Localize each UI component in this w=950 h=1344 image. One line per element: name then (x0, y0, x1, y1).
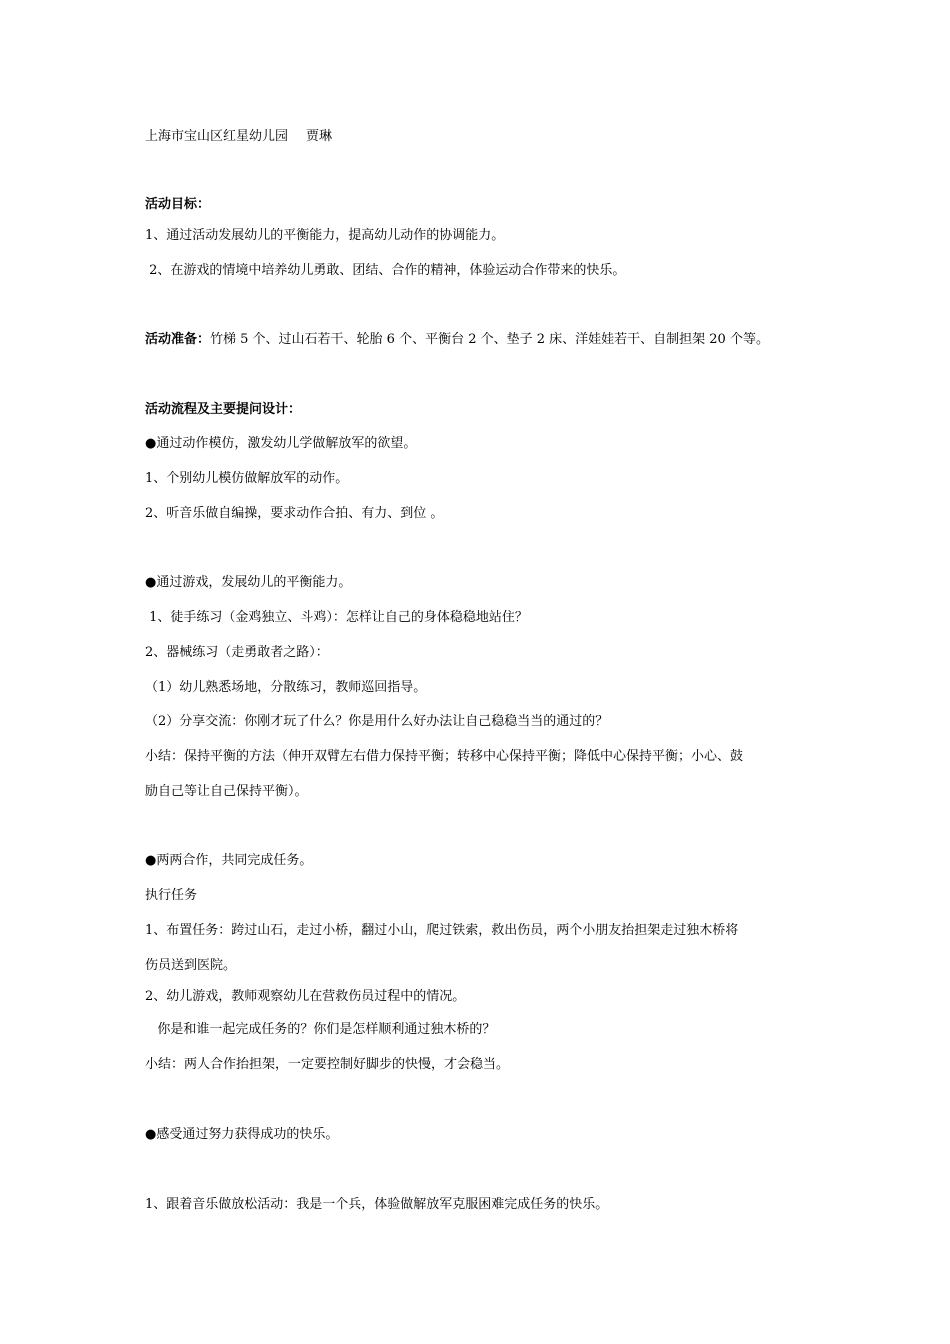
section-item: 2、听音乐做自编操，要求动作合拍、有力、到位 。 (145, 506, 444, 521)
section-item: （1）幼儿熟悉场地，分散练习，教师巡回指导。 (145, 680, 427, 695)
section-item: 2、器械练习（走勇敢者之路）： (145, 645, 329, 660)
section-item: 伤员送到医院。 (145, 958, 237, 973)
section-item: 2、幼儿游戏，教师观察幼儿在营救伤员过程中的情况。 (145, 989, 466, 1004)
goals-heading: 活动目标： (145, 197, 211, 212)
preparation-text: 竹梯 5 个、过山石若干、轮胎 6 个、平衡台 2 个、垫子 2 床、洋娃娃若干、自制担架 20 个等。 (210, 332, 769, 347)
section-item: 执行任务 (145, 888, 198, 903)
section-item: 1、跟着音乐做放松活动：我是一个兵，体验做解放军克服困难完成任务的快乐。 (145, 1197, 609, 1212)
section-title: ●通过游戏，发展幼儿的平衡能力。 (145, 575, 352, 590)
school-name: 上海市宝山区红星幼儿园 (145, 129, 289, 144)
section-item: 小结：保持平衡的方法（伸开双臂左右借力保持平衡；转移中心保持平衡；降低中心保持平衡；小心、鼓 (145, 749, 744, 764)
section-item: 励自己等让自己保持平衡）。 (145, 784, 308, 799)
author-line (145, 129, 332, 145)
preparation-heading: 活动准备： (145, 332, 211, 347)
section-item: （2）分享交流：你刚才玩了什么？你是用什么好办法让自己稳稳当当的通过的？ (145, 714, 609, 729)
author-name: 贾琳 (306, 129, 333, 144)
goal-item: 2、在游戏的情境中培养幼儿勇敢、团结、合作的精神，体验运动合作带来的快乐。 (145, 263, 626, 278)
section-title: ●两两合作，共同完成任务。 (145, 853, 313, 868)
section-title: ●通过动作模仿，激发幼儿学做解放军的欲望。 (145, 436, 417, 451)
section-item: 小结：两人合作抬担架，一定要控制好脚步的快慢，才会稳当。 (145, 1057, 510, 1072)
section-item: 1、徒手练习（金鸡独立、斗鸡）：怎样让自己的身体稳稳地站住？ (145, 610, 528, 625)
preparation-paragraph (145, 332, 769, 348)
section-title: ●感受通过努力获得成功的快乐。 (145, 1127, 339, 1142)
section-item: 1、个别幼儿模仿做解放军的动作。 (145, 471, 349, 486)
section-item: 你是和谁一起完成任务的？你们是怎样顺利通过独木桥的？ (145, 1022, 496, 1037)
goal-item: 1、通过活动发展幼儿的平衡能力，提高幼儿动作的协调能力。 (145, 228, 505, 243)
section-item: 1、布置任务：跨过山石，走过小桥，翻过小山，爬过铁索，救出伤员，两个小朋友抬担架走过独木桥将 (145, 923, 739, 938)
process-heading: 活动流程及主要提问设计： (145, 402, 302, 417)
